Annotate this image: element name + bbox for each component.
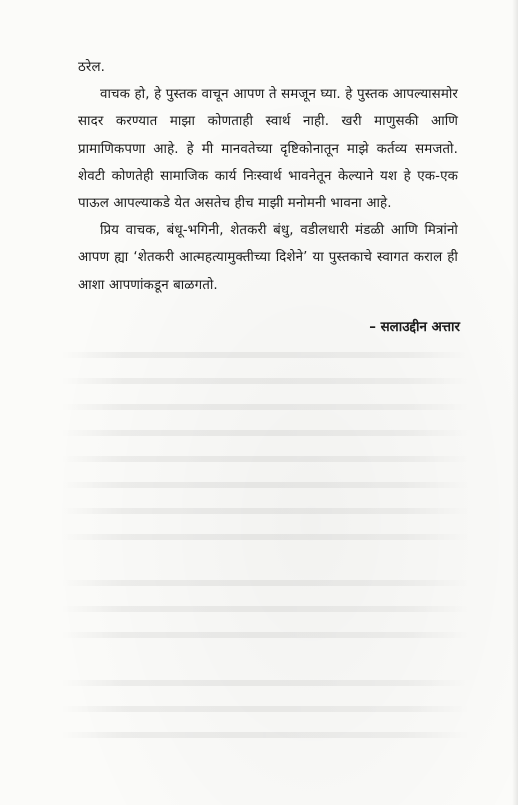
paragraph-readers-note: वाचक हो, हे पुस्तक वाचून आपण ते समजून घ्या. हे पुस्तक आपल्यासमोर सादर करण्यात माझा कोणताही स्वार्थ नाही. खरी माणुसकी आणि प्रामाणिकपणा आहे. हे मी मानवतेच्या दृष्टिकोनातून माझे कर्तव्य समजतो. शेवटी कोणतेही सामाजिक कार्य निःस्वार्थ भावनेतून केल्याने यश हे एक-एक पाऊल आपल्याकडे येत असतेच हीच माझी मनोमनी भावना आहे. [78,87,458,212]
bleed-through-line [60,430,470,436]
page-edge-shadow [512,0,518,805]
bleed-through-line [60,706,470,712]
bleed-through-line [60,680,470,686]
bleed-through-line [60,404,470,410]
paragraph-welcome: प्रिय वाचक, बंधू-भगिनी, शेतकरी बंधु, वडीलधारी मंडळी आणि मित्रांनो आपण ह्या ‘शेतकरी आत्महत्यामुक्तीच्या दिशेने’ या पुस्तकाचे स्वागत कराल ही आशा आपणांकडून बाळगतो. [78,223,458,293]
bleed-through-line [60,606,470,612]
bleed-through-line [60,352,470,358]
body-text [78,54,458,299]
bleed-through-line [60,732,470,738]
author-signature: – सलाउद्दीन अत्तार [369,320,460,335]
bleed-through-line [60,508,470,514]
bleed-through-line [60,580,470,586]
bleed-through-line [60,632,470,638]
bleed-through-line [60,456,470,462]
paragraph-continuation: ठरेल. [78,60,105,75]
bleed-through-line [60,482,470,488]
bleed-through-line [60,378,470,384]
bleed-through-line [60,534,470,540]
